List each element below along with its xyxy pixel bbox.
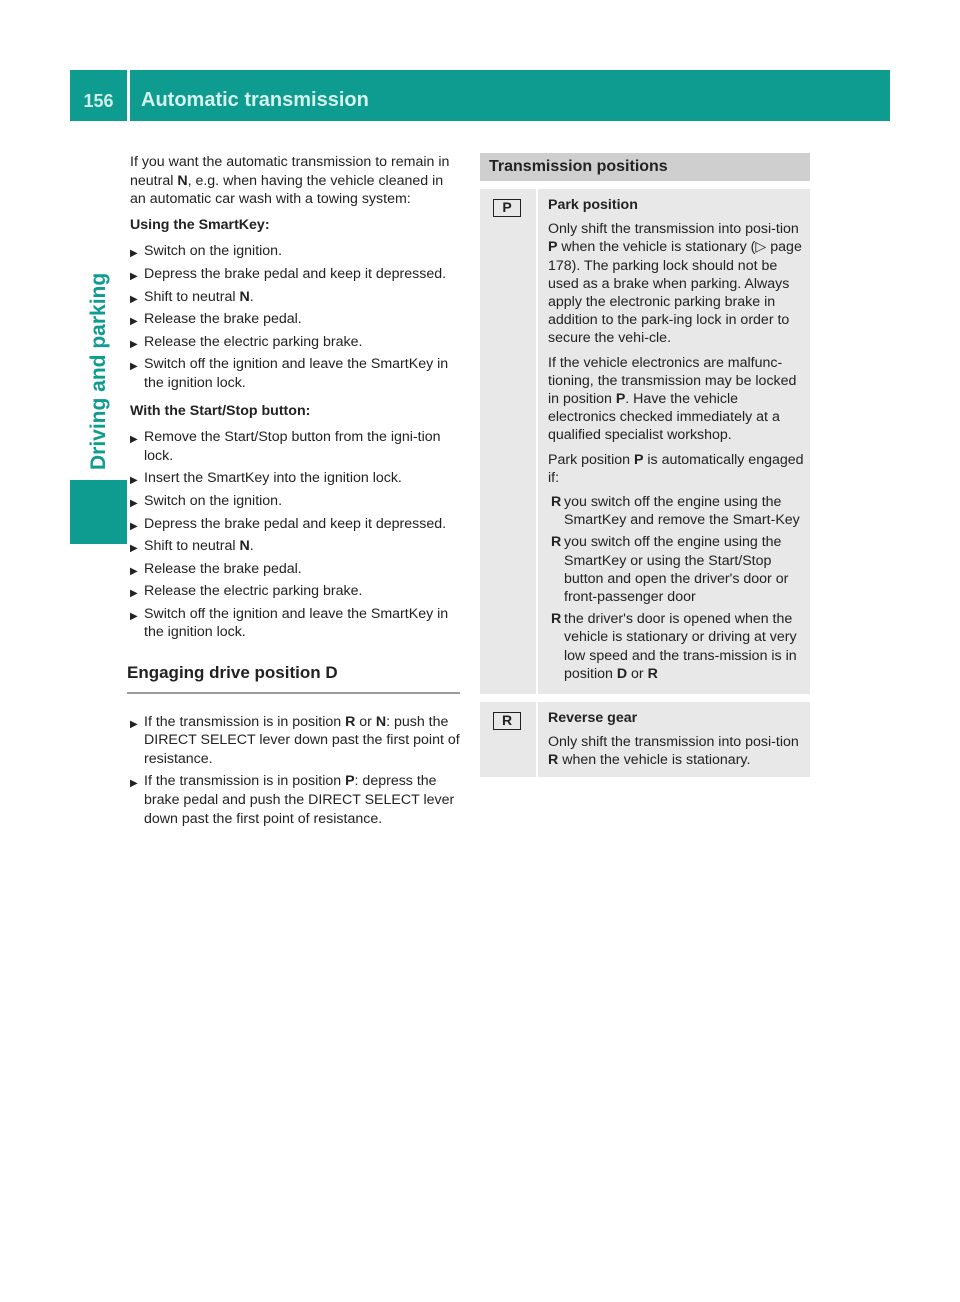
arrow-icon: ▶ bbox=[130, 338, 138, 350]
symbol-cell bbox=[480, 702, 536, 777]
arrow-icon: ▶ bbox=[130, 293, 138, 305]
list-item: ▶ Switch on the ignition. bbox=[130, 242, 460, 261]
page-title: Automatic transmission bbox=[141, 89, 369, 111]
arrow-icon: ▶ bbox=[130, 520, 138, 532]
arrow-icon: ▶ bbox=[130, 475, 138, 487]
list-item: ▶ Shift to neutral N. bbox=[130, 537, 460, 556]
arrow-icon: ▶ bbox=[130, 610, 138, 622]
list-item: ▶ Release the brake pedal. bbox=[130, 560, 460, 579]
list-item: ▶ If the transmission is in position R or N: push the DIRECT SELECT lever down past the first point of resistance. bbox=[130, 713, 460, 767]
section-heading: Engaging drive position D bbox=[127, 663, 338, 683]
description-cell bbox=[538, 702, 810, 777]
list-item: ▶ Depress the brake pedal and keep it depressed. bbox=[130, 265, 460, 284]
list-item: ▶ Insert the SmartKey into the ignition lock. bbox=[130, 469, 460, 488]
arrow-icon: ▶ bbox=[130, 497, 138, 509]
page-number: 156 bbox=[83, 91, 114, 111]
arrow-icon: ▶ bbox=[130, 718, 138, 730]
smartkey-heading: Using the SmartKey: bbox=[130, 216, 270, 233]
list-item: ▶ Switch off the ignition and leave the SmartKey in the ignition lock. bbox=[130, 605, 449, 641]
table-heading: Transmission positions bbox=[480, 153, 810, 181]
bullet-icon: R bbox=[551, 611, 562, 628]
symbol-cell bbox=[480, 189, 536, 694]
page-reference-icon: ▷ bbox=[755, 239, 767, 256]
bullet-icon: R bbox=[551, 534, 562, 551]
list-item: R you switch off the engine using the SmartKey and remove the Smart-Key bbox=[551, 494, 800, 529]
arrow-icon: ▶ bbox=[130, 543, 138, 555]
list-item: ▶ If the transmission is in position P: depress the brake pedal and push the DIRECT SELECT lever down past the first point of resistance. bbox=[130, 773, 455, 827]
arrow-icon: ▶ bbox=[130, 248, 138, 260]
header-separator bbox=[127, 70, 130, 121]
list-item: R the driver's door is opened when the vehicle is stationary or driving at very low speed and the trans-mission is in position D or R bbox=[551, 611, 797, 682]
list-item: ▶ Remove the Start/Stop button from the igni-tion lock. bbox=[130, 429, 441, 464]
reverse-gear-icon: R bbox=[493, 712, 521, 730]
list-item: ▶ Release the brake pedal. bbox=[130, 310, 460, 329]
arrow-icon: ▶ bbox=[130, 361, 138, 373]
paragraph: Only shift the transmission into posi-tion R when the vehicle is stationary. bbox=[548, 734, 799, 769]
list-item: ▶ Shift to neutral N. bbox=[130, 288, 460, 307]
list-item: ▶ Depress the brake pedal and keep it depressed. bbox=[130, 515, 460, 534]
row-title: Park position bbox=[548, 197, 638, 213]
chapter-side-block bbox=[70, 480, 127, 544]
arrow-icon: ▶ bbox=[130, 316, 138, 328]
right-column bbox=[480, 153, 810, 777]
arrow-icon: ▶ bbox=[130, 270, 138, 282]
section-divider bbox=[127, 692, 460, 694]
paragraph: Only shift the transmission into posi-tion P when the vehicle is stationary (▷ page 178). The parking lock should not be used as a brake when parking. Always apply the electronic parking brake in addition to the park-ing lock in order to secure the vehi-cle. bbox=[548, 221, 802, 347]
paragraph: If the vehicle electronics are malfunc-tioning, the transmission may be locked in position P. Have the vehicle electronics checked immediately at a qualified specialist workshop. bbox=[548, 354, 797, 444]
park-position-icon: P bbox=[493, 199, 521, 217]
arrow-icon: ▶ bbox=[130, 588, 138, 600]
table-row bbox=[480, 702, 810, 777]
arrow-icon: ▶ bbox=[130, 434, 138, 446]
chapter-side-label: Driving and parking bbox=[87, 272, 110, 470]
arrow-icon: ▶ bbox=[130, 778, 138, 790]
intro-paragraph: If you want the automatic transmission to remain in neutral N, e.g. when having the vehicle cleaned in an automatic car wash with a towing system: bbox=[130, 154, 450, 208]
list-item: ▶ Release the electric parking brake. bbox=[130, 582, 460, 601]
left-column bbox=[127, 153, 460, 832]
arrow-icon: ▶ bbox=[130, 565, 138, 577]
list-item: ▶ Switch on the ignition. bbox=[130, 492, 460, 511]
row-title: Reverse gear bbox=[548, 710, 638, 727]
startstop-heading: With the Start/Stop button: bbox=[130, 402, 311, 419]
description-cell bbox=[538, 189, 810, 694]
list-item: ▶ Switch off the ignition and leave the SmartKey in the ignition lock. bbox=[130, 356, 449, 391]
list-item: ▶ Release the electric parking brake. bbox=[130, 333, 460, 352]
paragraph: Park position P is automatically engaged if: bbox=[548, 451, 804, 486]
list-item: R you switch off the engine using the SmartKey or using the Start/Stop button and open the driver's door or front-passenger door bbox=[551, 534, 789, 606]
table-row bbox=[480, 189, 810, 694]
bullet-icon: R bbox=[551, 494, 562, 511]
